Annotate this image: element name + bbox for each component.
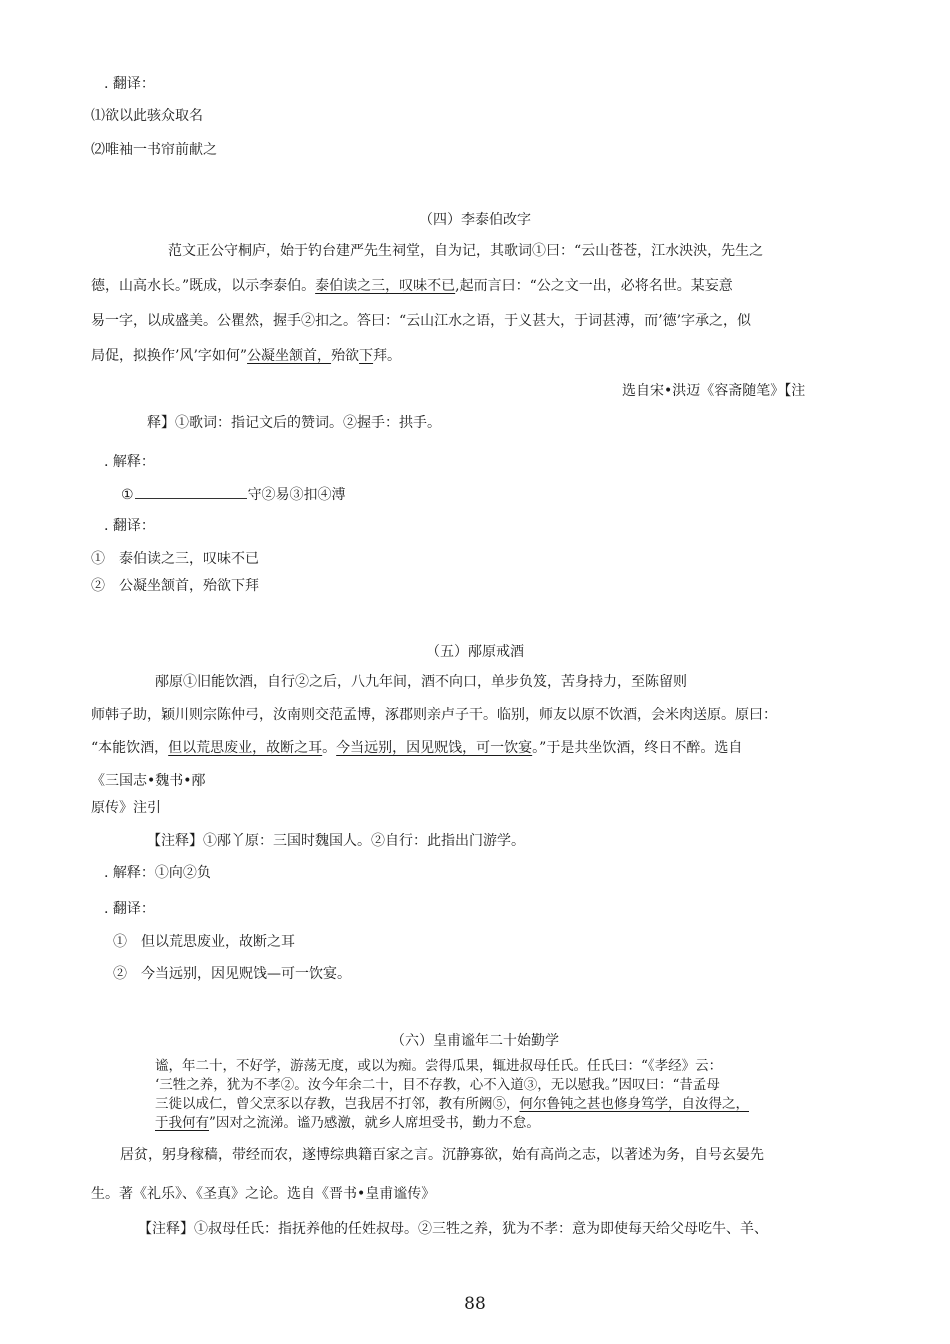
underlined-text: 下	[359, 348, 374, 364]
explain-items	[121, 484, 346, 505]
text: 德，山高水长。”既成，以示李泰伯。	[91, 278, 316, 294]
paragraph-line: 生。著《礼乐》、《圣真》之论。选自《晋书•皇甫谧传》	[91, 1186, 436, 1202]
translation-item: ① 但以荒思废业，故断之耳	[113, 934, 295, 950]
translation-item: ① 泰伯读之三，叹味不已	[91, 551, 259, 567]
text: ①	[121, 487, 134, 503]
paragraph-line: 邴原①旧能饮酒，自行②之后，八九年间，酒不向口，单步负笈，苦身持力，至陈留则	[155, 674, 687, 690]
translate-label: . 翻译：	[104, 518, 155, 534]
paragraph-line	[155, 1114, 540, 1132]
text: 殆欲	[331, 348, 360, 364]
explain-label: . 解释：①向②负	[104, 865, 211, 881]
text: 拜。	[373, 348, 402, 364]
text: 三徙以成仁，曾父烹豕以存教，岂我居不打邻，教有所阙⑤，	[155, 1096, 520, 1112]
translate-label: . 翻译：	[104, 76, 155, 92]
text: 守②易③扣④溥	[247, 487, 346, 503]
paragraph-line: 《三国志•魏书•邴	[91, 773, 206, 789]
underlined-text: 公凝坐颔首，	[247, 348, 332, 364]
paragraph-line	[155, 1095, 749, 1113]
answer-blank	[135, 484, 247, 499]
translation-item: ⑵唯袖一书帘前献之	[91, 142, 217, 158]
paragraph-line: 居贫，躬身稼穑，带经而农，遂博综典籍百家之言。沉静寡欲，始有高尚之志，以著述为务，自号玄晏先	[120, 1147, 764, 1163]
text: 。”于是共坐饮酒，终日不醉。选自	[532, 740, 743, 756]
text: 。	[322, 740, 337, 756]
note: 【注释】①叔母任氏：指抚养他的任姓叔母。②三牲之养，犹为不孝：意为即使每天给父母吃牛、羊、	[138, 1221, 768, 1237]
paragraph-line: 易一字，以成盛美。公瞿然，握手②扣之。答曰：“云山江水之语，于义甚大，于词甚溥，而’德’字承之，似	[91, 313, 752, 329]
page-number: 88	[464, 1294, 486, 1314]
underlined-text: 何尔鲁钝之甚也修身笃学，自汝得之，	[519, 1096, 749, 1112]
text: ,起而言曰：“公之文一出，必将名世。某妄意	[455, 278, 733, 294]
explain-label: . 解释：	[104, 454, 155, 470]
paragraph-line: 原传》注引	[91, 800, 161, 816]
underlined-text: 今当远别，因见贶饯，可一饮宴	[336, 740, 533, 756]
underlined-text: 于我何有	[155, 1115, 209, 1131]
paragraph-line	[91, 738, 742, 758]
translation-item: ② 公凝坐颔首，殆欲下拜	[91, 578, 259, 594]
note: 释】①歌词：指记文后的赞词。②握手：拱手。	[147, 415, 441, 431]
text: “本能饮酒，	[91, 740, 169, 756]
paragraph-line: 范文正公守桐庐，始于钓台建严先生祠堂，自为记，其歌词①曰：“云山苍苍，江水泱泱，先生之	[168, 243, 764, 259]
section-title: （六）皇甫谧年二十始勤学	[391, 1033, 559, 1049]
paragraph-line	[91, 346, 401, 366]
text: 局促，拟换作’风’字如何”	[91, 348, 248, 364]
translation-item: ⑴欲以此骇众取名	[91, 108, 203, 124]
underlined-text: 泰伯读之三，叹味不已	[315, 278, 456, 294]
source-citation: 选自宋•洪迈《容斋随笔》【注	[622, 383, 806, 399]
section-title: （五）邴原戒酒	[426, 644, 524, 660]
paragraph-line: ‘三牲之养，犹为不孝②。汝今年余二十，目不存教，心不入道③，无以慰我。”因叹曰：“昔孟母	[155, 1077, 720, 1093]
paragraph-line: 谧，年二十，不好学，游荡无度，或以为痴。尝得瓜果，辄进叔母任氏。任氏曰：“《孝经》云：	[155, 1058, 723, 1074]
section-title: （四）李泰伯改字	[419, 212, 531, 228]
text: ”因对之流涕。谧乃感激，就乡人席坦受书，勤力不怠。	[209, 1115, 540, 1131]
translate-label: . 翻译：	[104, 901, 155, 917]
paragraph-line	[91, 276, 733, 296]
translation-item: ② 今当远别，因见贶饯—可一饮宴。	[113, 966, 351, 982]
note: 【注释】①邴丫原：三国时魏国人。②自行：此指出门游学。	[147, 833, 525, 849]
paragraph-line: 师韩子助，颖川则宗陈仲弓，汝南则交范孟博，涿郡则亲卢子干。临别，师友以原不饮酒，会米肉送原。原曰：	[91, 707, 777, 723]
underlined-text: 但以荒思废业，故断之耳	[168, 740, 323, 756]
